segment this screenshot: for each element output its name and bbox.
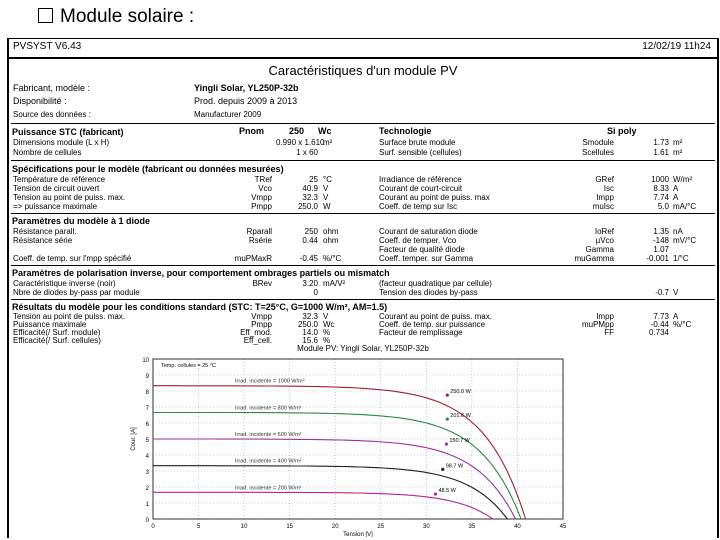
row-right-unit: A — [673, 184, 679, 193]
mpp-label: 201.6 W — [450, 413, 471, 420]
document-header — [9, 39, 717, 59]
iv-series-line — [153, 386, 526, 519]
divider — [11, 299, 715, 300]
section-reverse: Paramètres de polarisation inverse, pour comportement ombrages partiels ou mismatch — [12, 268, 390, 278]
x-tick-label: 5 — [196, 524, 201, 530]
section-stc: Puissance STC (fabricant) — [12, 127, 124, 137]
table-row — [9, 254, 717, 264]
row-right-value: 7.73 — [653, 312, 669, 321]
row-unit: V — [323, 312, 329, 321]
row-right-symbol: Isc — [603, 184, 614, 193]
row-value: 14.0 — [302, 328, 318, 337]
row-right-symbol: Scellules — [581, 148, 614, 157]
row-right-unit: %/°C — [673, 320, 692, 329]
row-right-value: 1.61 — [653, 148, 669, 157]
source-value: Manufacturer 2009 — [194, 110, 262, 119]
manufacturer-value: Yingli Solar, YL250P-32b — [194, 83, 299, 93]
row-right-value: -148 — [652, 236, 669, 245]
row-symbol: Vmpp — [251, 193, 272, 202]
row-label: Température de référence — [13, 175, 106, 184]
datasheet-document — [7, 38, 719, 538]
x-tick-label: 0 — [151, 524, 155, 530]
row-label: Résistance parall. — [13, 227, 77, 236]
y-tick-label: 7 — [145, 406, 149, 412]
row-right-label: Irradiance de référence — [379, 175, 462, 184]
mpp-label: 250.0 W — [450, 389, 471, 396]
row-label: Coeff. de temp. sur l'mpp spécifié — [13, 254, 132, 263]
row-value: 3.20 — [302, 279, 318, 288]
row-symbol: muPMaxR — [234, 254, 272, 263]
row-value: 15.6 — [302, 336, 318, 345]
row-right-unit: m² — [673, 148, 683, 157]
row-value: 32.3 — [302, 312, 318, 321]
row-symbol: BRev — [252, 279, 272, 288]
iv-series-line — [153, 492, 493, 519]
technology-value: Si poly — [607, 126, 637, 136]
x-tick-label: 40 — [514, 524, 521, 530]
row-unit: m² — [323, 138, 333, 147]
row-right-value: 0.734 — [648, 328, 669, 337]
row-label: Nombre de cellules — [13, 148, 82, 157]
y-tick-label: 4 — [145, 454, 149, 460]
row-right-unit: A — [673, 193, 679, 202]
x-tick-label: 10 — [240, 524, 248, 530]
row-label: Efficacité(/ Surf. module) — [13, 328, 101, 337]
row-right-unit: nA — [673, 227, 683, 236]
iv-series-line — [153, 439, 516, 519]
row-label: Tension de circuit ouvert — [13, 184, 100, 193]
row-unit: ohm — [323, 236, 339, 245]
stc-value: 250 — [289, 126, 305, 136]
section-results: Résultats du modèle pour les conditions standard (STC: T=25°C, G=1000 W/m², AM=1.5) — [12, 302, 388, 312]
row-right-label: Coeff. de temp. sur puissance — [379, 320, 486, 329]
row-right-label: Coeff. de temp sur Isc — [379, 202, 458, 211]
row-label: Tension au point de puiss. max. — [13, 193, 126, 202]
divider — [11, 213, 715, 214]
report-timestamp: 12/02/19 11h24 — [642, 41, 711, 52]
row-unit: % — [323, 336, 331, 345]
source-label: Source des données : — [13, 110, 91, 119]
row-value: 40.9 — [302, 184, 318, 193]
row-right-label: Coeff. temper. sur Gamma — [379, 254, 474, 263]
row-value: 250 — [304, 227, 318, 236]
row-value: 0.990 x 1.610 — [276, 138, 325, 147]
section-specs: Spécifications pour le modèle (fabricant ou données mesurées) — [12, 164, 284, 174]
row-right-value: -0.44 — [650, 320, 669, 329]
row-right-symbol: Impp — [596, 312, 614, 321]
divider — [11, 265, 715, 266]
row-label: Efficacité(/ Surf. cellules) — [13, 336, 101, 345]
row-right-label: Facteur de qualité diode — [379, 245, 465, 254]
row-symbol: Pmpp — [251, 320, 272, 329]
row-label: Tension au point de puiss. max. — [13, 312, 126, 321]
row-right-value: 7.74 — [653, 193, 669, 202]
table-row — [9, 138, 717, 148]
row-right-label: Courant de saturation diode — [379, 227, 478, 236]
row-right-unit: W/m² — [673, 175, 693, 184]
row-right-unit: V — [673, 288, 679, 297]
row-label: Caractéristique inverse (noir) — [13, 279, 116, 288]
y-tick-label: 6 — [145, 422, 149, 428]
row-value: 250.0 — [297, 202, 318, 211]
mpp-label: 98.7 W — [445, 463, 464, 470]
row-unit: V — [323, 184, 329, 193]
row-right-symbol: FF — [604, 328, 614, 337]
row-unit: Wc — [323, 320, 335, 329]
row-right-unit: 1/°C — [673, 254, 689, 263]
row-right-unit: mA/°C — [673, 202, 697, 211]
row-right-unit: mV/°C — [673, 236, 697, 245]
row-right-value: -0.001 — [646, 254, 669, 263]
row-right-label: Surf. sensible (cellules) — [379, 148, 462, 157]
row-right-value: 1.73 — [653, 138, 669, 147]
mpp-point — [446, 394, 449, 397]
x-tick-label: 45 — [559, 524, 567, 530]
x-tick-label: 20 — [331, 524, 339, 530]
row-unit: ohm — [323, 227, 339, 236]
row-value: 250.0 — [297, 320, 318, 329]
iv-curve-chart — [109, 351, 579, 537]
row-right-symbol: Gamma — [585, 245, 614, 254]
row-value: -0.45 — [299, 254, 318, 263]
row-right-symbol: µVco — [595, 236, 614, 245]
y-tick-label: 9 — [145, 374, 149, 380]
series-label: Irrad. incidente = 800 W/m² — [235, 405, 302, 412]
row-symbol: Pmpp — [251, 202, 272, 211]
row-symbol: Rparall — [246, 227, 272, 236]
row-right-value: 8.33 — [653, 184, 669, 193]
availability-label: Disponibilité : — [13, 96, 67, 106]
technology-label: Technologie — [379, 126, 432, 136]
y-tick-label: 10 — [142, 358, 149, 364]
row-value: 1 x 60 — [296, 148, 318, 157]
row-symbol: Rsérie — [248, 236, 272, 245]
document-title: Caractéristiques d'un module PV — [268, 63, 458, 78]
row-right-symbol: Impp — [596, 193, 614, 202]
row-symbol: Vmpp — [251, 312, 272, 321]
table-row — [9, 288, 717, 298]
mpp-point — [445, 443, 448, 446]
row-right-label: Facteur de remplissage — [379, 328, 463, 337]
row-unit: % — [323, 328, 331, 337]
x-tick-label: 25 — [377, 524, 385, 530]
mpp-point — [446, 418, 449, 421]
x-axis-label: Tension [V] — [343, 532, 373, 537]
row-right-label: Courant au point de puiss. max. — [379, 312, 492, 321]
mpp-point — [434, 492, 437, 495]
y-axis-label: Cour. [A] — [131, 427, 137, 451]
row-right-unit: m² — [673, 138, 683, 147]
row-symbol: Eff_mod. — [240, 328, 272, 337]
row-right-unit: A — [673, 312, 679, 321]
software-version: PVSYST V6.43 — [13, 41, 82, 52]
row-unit: W — [323, 202, 331, 211]
x-tick-label: 15 — [286, 524, 294, 530]
row-unit: %/°C — [323, 254, 342, 263]
temperature-note: Temp. cellules = 25 °C — [161, 363, 216, 369]
y-tick-label: 0 — [145, 518, 149, 524]
row-right-label: Courant de court-circuit — [379, 184, 463, 193]
row-right-symbol: GRef — [595, 175, 614, 184]
row-label: => puissance maximale — [13, 202, 98, 211]
row-value: 25 — [309, 175, 318, 184]
y-tick-label: 8 — [145, 390, 149, 396]
slide-title-text: Module solaire : — [60, 6, 195, 27]
chart-title: Module PV: Yingli Solar, YL250P-32b — [297, 344, 429, 353]
manufacturer-label: Fabricant, modèle : — [13, 83, 91, 93]
row-right-value: 1.07 — [653, 245, 669, 254]
availability-value: Prod. depuis 2009 à 2013 — [194, 96, 298, 106]
series-label: Irrad. incidente = 600 W/m² — [235, 432, 302, 438]
row-symbol: TRef — [254, 175, 272, 184]
series-label: Irrad. incidente = 1000 W/m² — [235, 378, 305, 385]
row-right-label: Coeff. de temper. Vco — [379, 236, 457, 245]
mpp-label: 150.7 W — [449, 438, 470, 445]
row-unit: mA/V² — [323, 279, 346, 288]
row-right-symbol: IoRef — [594, 227, 614, 236]
x-tick-label: 35 — [468, 524, 476, 530]
row-label: Dimensions module (L x H) — [13, 138, 110, 147]
divider — [11, 160, 715, 161]
row-right-label: Surface brute module — [379, 138, 456, 147]
row-value: 0.44 — [302, 236, 318, 245]
divider — [11, 123, 715, 124]
y-tick-label: 1 — [145, 502, 149, 508]
y-tick-label: 5 — [145, 438, 149, 444]
row-right-label: Courant au point de puiss. max — [379, 193, 490, 202]
row-right-label: (facteur quadratique par cellule) — [379, 279, 492, 288]
stc-unit: Wc — [318, 126, 332, 136]
row-right-symbol: muPMpp — [581, 320, 614, 329]
row-right-value: 5.0 — [657, 202, 669, 211]
section-model: Paramètres du modèle à 1 diode — [12, 216, 151, 226]
mpp-point — [441, 468, 444, 471]
row-right-value: 1000 — [651, 175, 669, 184]
row-right-value: 1.35 — [653, 227, 669, 236]
row-right-symbol: muGamma — [574, 254, 614, 263]
mpp-label: 48.5 W — [438, 488, 456, 495]
checkbox-bullet-icon — [38, 8, 53, 23]
row-unit: °C — [323, 175, 332, 184]
row-symbol: Vco — [258, 184, 272, 193]
row-right-label: Tension des diodes by-pass — [379, 288, 478, 297]
row-right-symbol: muIsc — [592, 202, 614, 211]
row-value: 32.3 — [302, 193, 318, 202]
series-label: Irrad. incidente = 200 W/m² — [235, 485, 302, 492]
row-symbol: Eff_cell. — [243, 336, 272, 345]
table-row — [9, 202, 717, 212]
series-label: Irrad. incidente = 400 W/m² — [235, 458, 302, 465]
slide-title — [38, 6, 194, 28]
row-right-symbol: Smodule — [582, 138, 614, 147]
table-row — [9, 148, 717, 158]
row-label: Résistance série — [13, 236, 73, 245]
y-tick-label: 3 — [145, 470, 149, 476]
x-tick-label: 30 — [422, 524, 430, 530]
row-value: 0 — [313, 288, 318, 297]
row-unit: V — [323, 193, 329, 202]
row-right-value: -0.7 — [655, 288, 669, 297]
y-tick-label: 2 — [145, 486, 149, 492]
stc-symbol: Pnom — [239, 126, 265, 136]
row-label: Puissance maximale — [13, 320, 87, 329]
row-label: Nbre de diodes by-pass par module — [13, 288, 140, 297]
